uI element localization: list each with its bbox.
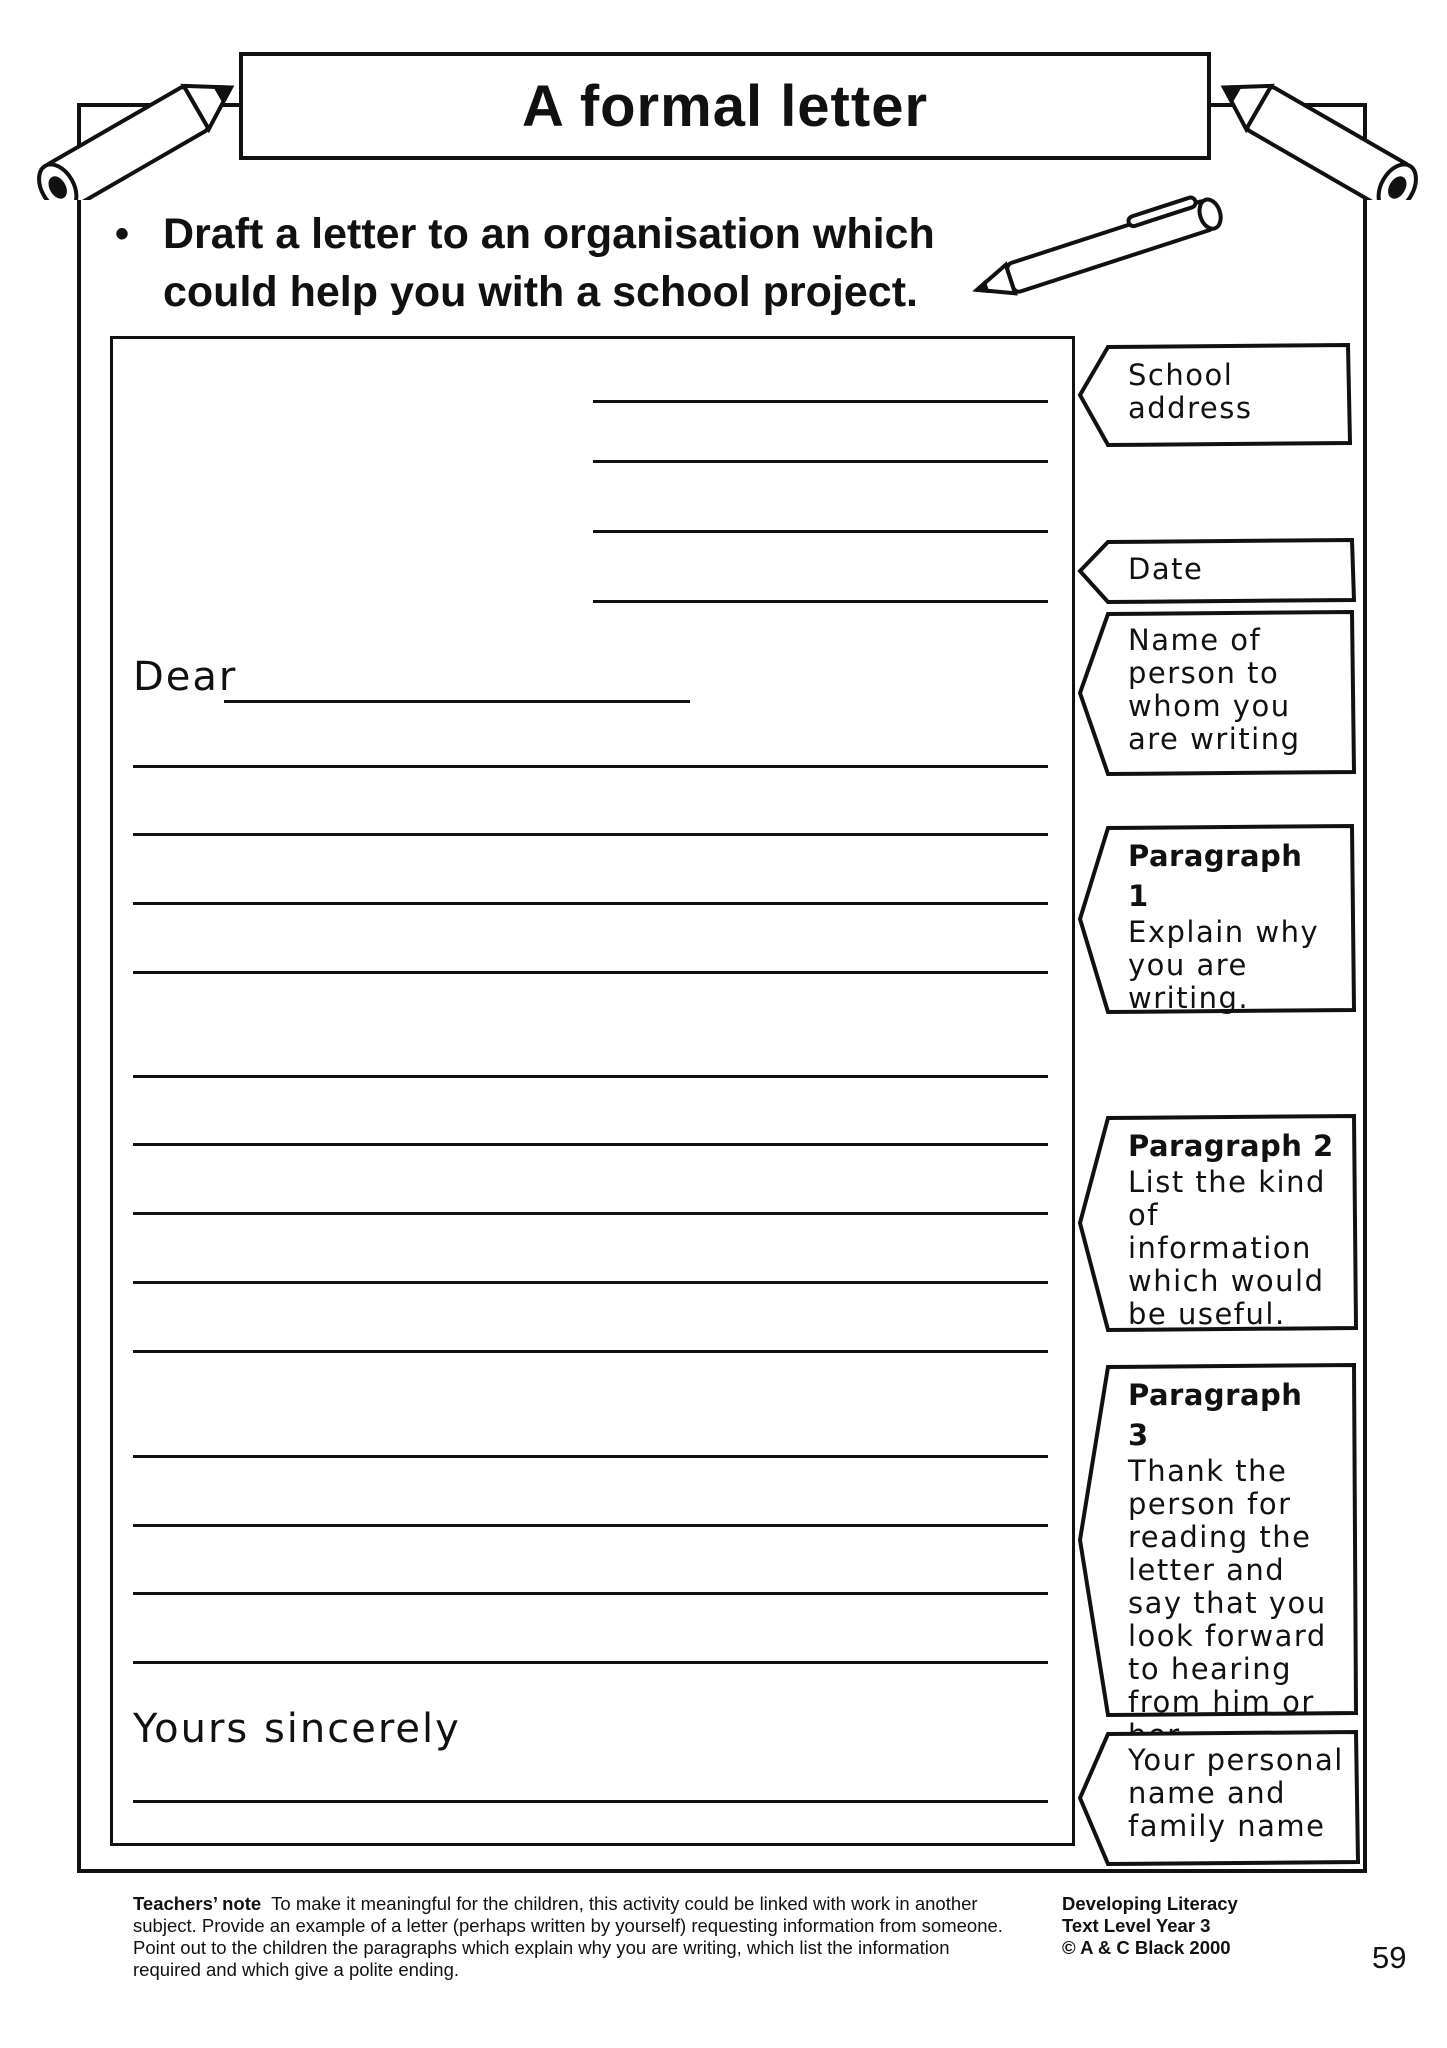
page-number: 59 bbox=[1372, 1940, 1407, 1975]
tag-paragraph-1-heading: Paragraph 1 bbox=[1128, 839, 1303, 913]
tag-date bbox=[1078, 540, 1356, 602]
paragraph3-line-2[interactable] bbox=[133, 1524, 1048, 1527]
tag-paragraph-2-heading: Paragraph 2 bbox=[1128, 1129, 1334, 1163]
pen-icon bbox=[965, 185, 1265, 305]
tag-personal-name-text: Your personal name and family name bbox=[1128, 1743, 1344, 1843]
letter-writing-area bbox=[110, 336, 1075, 1846]
recipient-name-line[interactable] bbox=[224, 700, 690, 703]
paragraph3-line-4[interactable] bbox=[133, 1661, 1048, 1664]
tag-school-address-text: School address bbox=[1128, 358, 1253, 425]
instruction-text: Draft a letter to an organisation which could help you with a school project. bbox=[163, 210, 935, 316]
tag-paragraph-2 bbox=[1078, 1116, 1358, 1330]
tag-personal-name bbox=[1078, 1732, 1360, 1864]
salutation-label: Dear bbox=[133, 654, 238, 700]
credit-level: Text Level Year 3 bbox=[1062, 1915, 1211, 1936]
signature-line[interactable] bbox=[133, 1800, 1048, 1803]
paragraph3-line-1[interactable] bbox=[133, 1455, 1048, 1458]
address-line-3[interactable] bbox=[593, 530, 1048, 533]
teachers-note-label: Teachers’ note bbox=[133, 1893, 262, 1914]
tag-recipient-name-text: Name of person to whom you are writing bbox=[1128, 623, 1301, 756]
address-line-1[interactable] bbox=[593, 400, 1048, 403]
tag-paragraph-3-heading: Paragraph 3 bbox=[1128, 1378, 1303, 1452]
paragraph1-line-4[interactable] bbox=[133, 971, 1048, 974]
paragraph1-line-2[interactable] bbox=[133, 833, 1048, 836]
left-pencil-icon bbox=[20, 70, 250, 200]
tag-date-text: Date bbox=[1128, 552, 1204, 586]
paragraph2-line-5[interactable] bbox=[133, 1350, 1048, 1353]
tag-paragraph-1-text: Explain why you are writing. bbox=[1128, 915, 1320, 1015]
address-line-2[interactable] bbox=[593, 460, 1048, 463]
paragraph2-line-2[interactable] bbox=[133, 1143, 1048, 1146]
title-box bbox=[239, 52, 1211, 160]
teachers-note-text: To make it meaningful for the children, this activity could be linked with work in another subject. Provide an example of a letter (perhaps written by yourself) requesting information from someone. Point out to the children the paragraphs which explain why you are writing, which list the information required and which give a polite ending. bbox=[133, 1893, 1003, 1980]
paragraph3-line-3[interactable] bbox=[133, 1592, 1048, 1595]
page-title: A formal letter bbox=[521, 73, 929, 139]
tag-recipient-name bbox=[1078, 612, 1356, 774]
teachers-note bbox=[133, 1893, 1013, 1981]
closing-label: Yours sincerely bbox=[133, 1706, 461, 1752]
paragraph2-line-1[interactable] bbox=[133, 1075, 1048, 1078]
credit-series: Developing Literacy bbox=[1062, 1893, 1238, 1914]
paragraph2-line-3[interactable] bbox=[133, 1212, 1048, 1215]
tag-paragraph-3 bbox=[1078, 1365, 1358, 1719]
tag-paragraph-2-text: List the kind of information which would be useful. bbox=[1128, 1165, 1326, 1331]
tag-paragraph-3-text: Thank the person for reading the letter and say that you look forward to hearing from him or bbox=[1128, 1454, 1327, 1719]
paragraph1-line-1[interactable] bbox=[133, 765, 1048, 768]
publication-credits bbox=[1062, 1893, 1238, 1959]
credit-copyright: © A & C Black 2000 bbox=[1062, 1937, 1231, 1958]
tag-school-address bbox=[1078, 345, 1353, 445]
paragraph1-line-3[interactable] bbox=[133, 902, 1048, 905]
instruction bbox=[115, 205, 995, 321]
right-pencil-icon bbox=[1205, 70, 1435, 200]
tag-paragraph-1 bbox=[1078, 826, 1356, 1015]
bullet: • bbox=[115, 212, 130, 256]
paragraph2-line-4[interactable] bbox=[133, 1281, 1048, 1284]
date-line[interactable] bbox=[593, 600, 1048, 603]
